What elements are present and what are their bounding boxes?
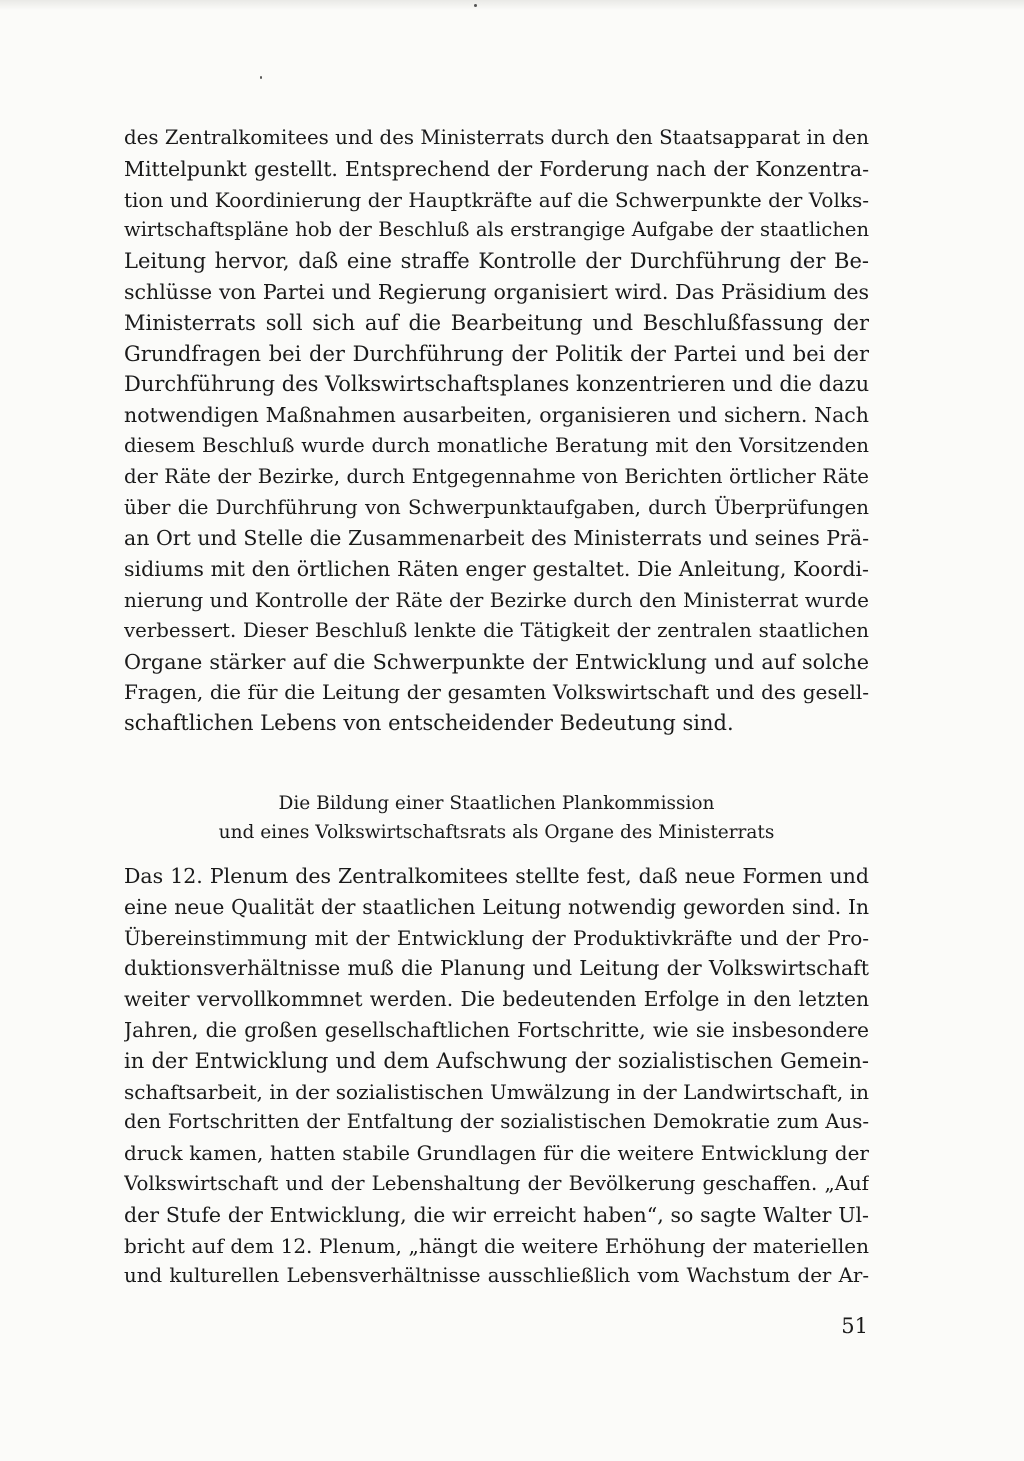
- text-line: diesem Beschluß wurde durch monatliche Beratung mit den Vorsitzenden: [124, 433, 869, 457]
- text-line: Das 12. Plenum des Zentralkomitees stellte fest, daß neue Formen und: [124, 864, 869, 888]
- text-line: schlüsse von Partei und Regierung organisiert wird. Das Präsidium des: [124, 279, 869, 304]
- text-line: bricht auf dem 12. Plenum, „hängt die weitere Erhöhung der materiellen: [124, 1233, 869, 1258]
- text-line: weiter vervollkommnet werden. Die bedeutenden Erfolge in den letzten: [124, 987, 869, 1012]
- paragraph-2: [124, 861, 869, 1292]
- text-line: Ministerrats soll sich auf die Bearbeitung und Beschlußfassung der: [124, 310, 869, 335]
- text-line: und kulturellen Lebensverhältnisse ausschließlich vom Wachstum der Ar-: [124, 1264, 869, 1288]
- heading-line: Die Bildung einer Staatlichen Plankommission: [278, 793, 715, 814]
- text-line: an Ort und Stelle die Zusammenarbeit des Ministerrats und seines Prä-: [124, 526, 869, 551]
- text-line: duktionsverhältnisse muß die Planung und Leitung der Volkswirtschaft: [124, 956, 869, 981]
- text-line: über die Durchführung von Schwerpunktaufgaben, durch Überprüfungen: [124, 495, 869, 519]
- text-line: Volkswirtschaft und der Lebenshaltung der Bevölkerung geschaffen. „Auf: [124, 1171, 869, 1195]
- print-speck: [474, 4, 477, 7]
- text-line: in der Entwicklung und dem Aufschwung der sozialistischen Gemein-: [124, 1048, 869, 1073]
- text-line: wirtschaftspläne hob der Beschluß als erstrangige Aufgabe der staatlichen: [124, 218, 869, 242]
- text-line: Grundfragen bei der Durchführung der Politik der Partei und bei der: [124, 341, 869, 366]
- text-line: Mittelpunkt gestellt. Entsprechend der Forderung nach der Konzentra-: [124, 156, 869, 181]
- text-line: schaftsarbeit, in der sozialistischen Umwälzung in der Landwirtschaft, in: [124, 1079, 869, 1104]
- text-line: notwendigen Maßnahmen ausarbeiten, organisieren und sichern. Nach: [124, 403, 869, 428]
- text-line: verbessert. Dieser Beschluß lenkte die Tätigkeit der zentralen staatlichen: [124, 618, 869, 642]
- text-line: Übereinstimmung mit der Entwicklung der Produktivkräfte und der Pro-: [124, 925, 869, 950]
- paragraph-1: [124, 123, 869, 739]
- section-heading: [124, 789, 869, 847]
- text-line: den Fortschritten der Entfaltung der sozialistischen Demokratie zum Aus-: [124, 1110, 869, 1134]
- text-line: der Räte der Bezirke, durch Entgegennahme von Berichten örtlicher Räte: [124, 464, 869, 488]
- text-line: sidiums mit den örtlichen Räten enger gestaltet. Die Anleitung, Koordi-: [124, 557, 869, 582]
- text-line: Leitung hervor, daß eine straffe Kontrolle der Durchführung der Be-: [124, 249, 869, 274]
- text-line: des Zentralkomitees und des Ministerrats durch den Staatsapparat in den: [124, 126, 869, 149]
- text-line: der Stufe der Entwicklung, die wir erreicht haben“, so sagte Walter Ul-: [124, 1202, 869, 1227]
- text-line: tion und Koordinierung der Hauptkräfte auf die Schwerpunkte der Volks-: [124, 187, 869, 212]
- page-number: 51: [841, 1314, 868, 1338]
- text-line: Fragen, die für die Leitung der gesamten Volkswirtschaft und des gesell-: [124, 680, 869, 705]
- text-line: Organe stärker auf die Schwerpunkte der Entwicklung und auf solche: [124, 649, 869, 674]
- text-line: druck kamen, hatten stabile Grundlagen für die weitere Entwicklung der: [124, 1141, 869, 1166]
- text-line: schaftlichen Lebens von entscheidender Bedeutung sind.: [124, 711, 734, 736]
- heading-line: und eines Volkswirtschaftsrats als Organe des Ministerrats: [218, 822, 775, 843]
- text-line: eine neue Qualität der staatlichen Leitung notwendig geworden sind. In: [124, 894, 869, 919]
- text-line: Durchführung des Volkswirtschaftsplanes konzentrieren und die dazu: [124, 372, 869, 397]
- text-line: Jahren, die großen gesellschaftlichen Fortschritte, wie sie insbesondere: [124, 1017, 869, 1042]
- page-top-edge: [0, 0, 1024, 10]
- print-speck: [260, 76, 262, 79]
- text-line: nierung und Kontrolle der Räte der Bezirke durch den Ministerrat wurde: [124, 587, 869, 612]
